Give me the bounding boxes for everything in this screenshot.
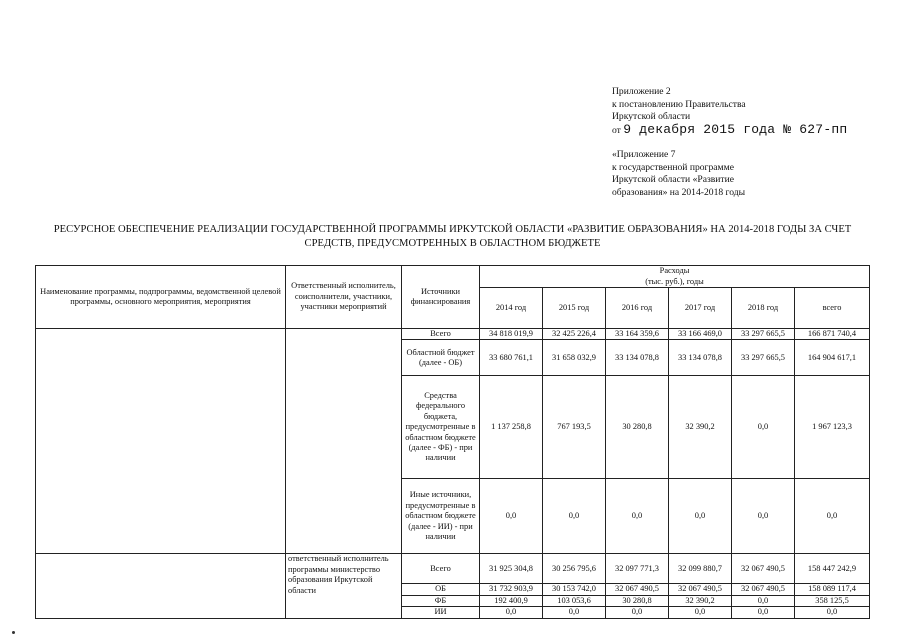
value-cell: 0,0 [732, 595, 795, 606]
program-name-cell [36, 554, 286, 618]
value-cell: 0,0 [543, 607, 606, 618]
value-cell: 0,0 [795, 607, 870, 618]
source-cell: Иные источники, предусмотренные в областном бюджете (далее - ИИ) - при наличии [402, 479, 480, 554]
header-year: 2017 год [669, 288, 732, 329]
handwritten-date: 9 декабря 2015 года № 627-пп [623, 121, 848, 137]
appendix-date-line [612, 121, 872, 138]
value-cell: 0,0 [732, 607, 795, 618]
header-executor: Ответственный исполнитель, соисполнители, участники, участники мероприятий [286, 266, 402, 329]
value-cell: 32 390,2 [669, 595, 732, 606]
value-cell: 164 904 617,1 [795, 340, 870, 376]
header-program: Наименование программы, подпрограммы, ведомственной целевой программы, основного мероприятия, мероприятия [36, 266, 286, 329]
value-cell: 30 280,8 [606, 595, 669, 606]
executor-cell [286, 329, 402, 554]
value-cell: 33 134 078,8 [606, 340, 669, 376]
value-cell: 0,0 [732, 376, 795, 479]
value-cell: 31 732 903,9 [480, 584, 543, 595]
value-cell: 33 134 078,8 [669, 340, 732, 376]
value-cell: 31 925 304,8 [480, 554, 543, 584]
value-cell: 358 125,5 [795, 595, 870, 606]
header-expenses: Расходы [480, 266, 870, 277]
value-cell: 0,0 [543, 479, 606, 554]
resource-table [35, 265, 870, 619]
appendix-date-prefix: от [612, 124, 621, 136]
title-line: СРЕДСТВ, ПРЕДУСМОТРЕННЫХ В ОБЛАСТНОМ БЮДЖЕТЕ [304, 238, 601, 249]
value-cell: 30 256 795,6 [543, 554, 606, 584]
appendix-line: образования» на 2014-2018 годы [612, 186, 746, 198]
value-cell: 166 871 740,4 [795, 329, 870, 340]
value-cell: 0,0 [795, 479, 870, 554]
value-cell: 192 400,9 [480, 595, 543, 606]
program-name-cell [36, 329, 286, 554]
value-cell: 767 193,5 [543, 376, 606, 479]
value-cell: 32 099 880,7 [669, 554, 732, 584]
header-year: 2015 год [543, 288, 606, 329]
source-cell: Всего [402, 554, 480, 584]
header-year: 2016 год [606, 288, 669, 329]
value-cell: 0,0 [669, 607, 732, 618]
value-cell: 33 297 665,5 [732, 329, 795, 340]
header-units: (тыс. руб.), годы [480, 277, 870, 288]
source-cell: ОБ [402, 584, 480, 595]
appendix-line: Приложение 2 [612, 86, 671, 97]
appendix-line: к постановлению Правительства [612, 98, 746, 110]
appendix-line: Иркутской области «Развитие [612, 174, 735, 185]
source-cell: Всего [402, 329, 480, 340]
header-year: 2014 год [480, 288, 543, 329]
value-cell: 158 447 242,9 [795, 554, 870, 584]
value-cell: 33 297 665,5 [732, 340, 795, 376]
value-cell: 103 053,6 [543, 595, 606, 606]
value-cell: 33 166 469,0 [669, 329, 732, 340]
appendix-line: Иркутской области [612, 111, 691, 122]
header-total: всего [795, 288, 870, 329]
header-source: Источники финансирования [402, 266, 480, 329]
value-cell: 0,0 [480, 479, 543, 554]
value-cell: 1 967 123,3 [795, 376, 870, 479]
value-cell: 32 067 490,5 [669, 584, 732, 595]
appendix-block [612, 86, 872, 199]
value-cell: 32 067 490,5 [606, 584, 669, 595]
value-cell: 31 658 032,9 [543, 340, 606, 376]
source-cell: ИИ [402, 607, 480, 618]
value-cell: 0,0 [606, 607, 669, 618]
value-cell: 32 067 490,5 [732, 554, 795, 584]
value-cell: 0,0 [606, 479, 669, 554]
table-row [36, 329, 870, 340]
document-title [0, 223, 905, 251]
value-cell: 32 097 771,3 [606, 554, 669, 584]
value-cell: 33 164 359,6 [606, 329, 669, 340]
source-cell: Областной бюджет (далее - ОБ) [402, 340, 480, 376]
source-cell: ФБ [402, 595, 480, 606]
appendix-line: к государственной программе [612, 161, 734, 173]
value-cell: 30 153 742,0 [543, 584, 606, 595]
header-year: 2018 год [732, 288, 795, 329]
appendix-line: «Приложение 7 [612, 149, 676, 160]
value-cell: 32 067 490,5 [732, 584, 795, 595]
title-line: РЕСУРСНОЕ ОБЕСПЕЧЕНИЕ РЕАЛИЗАЦИИ ГОСУДАРСТВЕННОЙ ПРОГРАММЫ ИРКУТСКОЙ ОБЛАСТИ «РАЗВИТИЕ ОБРАЗОВАНИЯ» НА 2014-2018 ГОДЫ ЗА СЧЕТ [53, 224, 852, 235]
value-cell: 0,0 [669, 479, 732, 554]
value-cell: 158 089 117,4 [795, 584, 870, 595]
table-row [36, 554, 870, 584]
value-cell: 1 137 258,8 [480, 376, 543, 479]
value-cell: 33 680 761,1 [480, 340, 543, 376]
source-cell: Средства федерального бюджета, предусмотренные в областном бюджете (далее - ФБ) - при наличии [402, 376, 480, 479]
value-cell: 34 818 019,9 [480, 329, 543, 340]
value-cell: 32 390,2 [669, 376, 732, 479]
value-cell: 0,0 [732, 479, 795, 554]
value-cell: 32 425 226,4 [543, 329, 606, 340]
executor-cell: ответственный исполнитель программы министерство образования Иркутской области [286, 554, 402, 618]
value-cell: 0,0 [480, 607, 543, 618]
scan-artifact [12, 631, 15, 634]
value-cell: 30 280,8 [606, 376, 669, 479]
